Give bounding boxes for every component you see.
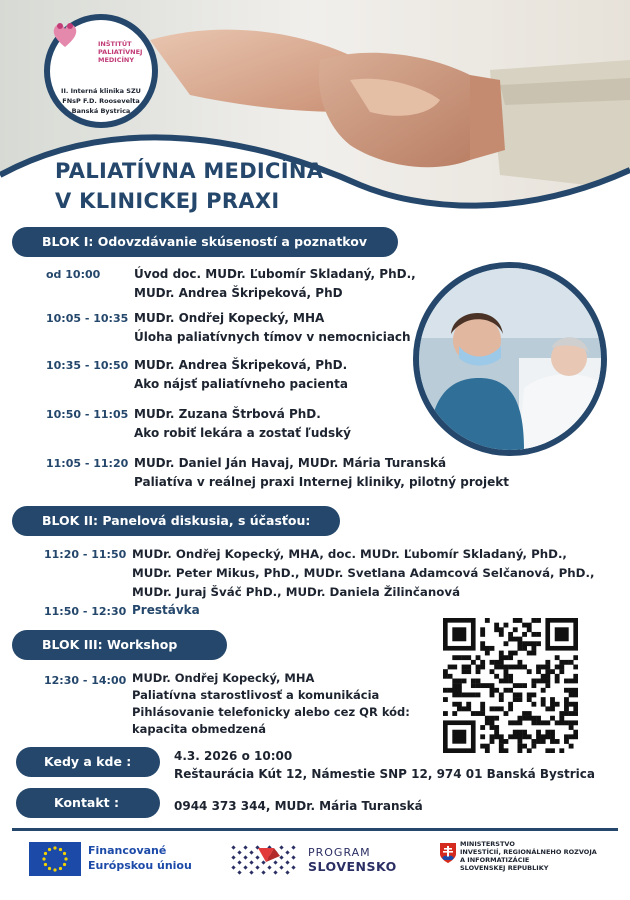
eu-funding-text: Financované Európskou úniou xyxy=(88,844,192,872)
blok1-item-4: MUDr. Zuzana Štrbová PhD. Ako robiť lekára a zostať ľudský xyxy=(134,407,351,440)
blok1-item-2: MUDr. Ondřej Kopecký, MHA Úloha paliatívnych tímov v nemocniciach xyxy=(134,311,411,344)
program-slovensko-text: PROGRAM SLOVENSKO xyxy=(308,846,397,874)
blok2-header: BLOK II: Panelová diskusia, s účasťou: xyxy=(12,506,340,536)
slovak-coat-of-arms-icon xyxy=(440,843,456,863)
event-place: Reštaurácia Kút 12, Námestie SNP 12, 974 01 Banská Bystrica xyxy=(174,767,595,781)
nurse-patient-photo xyxy=(413,262,607,456)
blok1-time-3: 10:35 - 10:50 xyxy=(46,359,129,372)
blok3-header: BLOK III: Workshop xyxy=(12,630,227,660)
eu-flag-icon xyxy=(29,842,81,876)
when-header: Kedy a kde : xyxy=(16,747,160,777)
heart-icon xyxy=(50,20,80,50)
contact-value: 0944 373 344, MUDr. Mária Turanská xyxy=(174,799,423,813)
event-date: 4.3. 2026 o 10:00 xyxy=(174,749,293,763)
blok1-time-1: od 10:00 xyxy=(46,268,101,281)
contact-header: Kontakt : xyxy=(16,788,160,818)
blok1-time-5: 11:05 - 11:20 xyxy=(46,457,129,470)
blok1-item-3: MUDr. Andrea Škripeková, PhD. Ako nájsť paliatívneho pacienta xyxy=(134,358,348,391)
ministry-text: MINISTERSTVO INVESTÍCIÍ, REGIONÁLNEHO ROZVOJA A INFORMATIZÁCIE SLOVENSKEJ REPUBLIKY xyxy=(460,840,597,872)
blok1-header: BLOK I: Odovzdávanie skúseností a poznatkov xyxy=(12,227,398,257)
nurse-illustration xyxy=(419,268,601,450)
blok1-item-5: MUDr. Daniel Ján Havaj, MUDr. Mária Turanská Paliatíva v reálnej praxi Internej kliniky, pilotný projekt xyxy=(134,456,510,489)
blok3-details: MUDr. Ondřej Kopecký, MHA Paliatívna starostlivosť a komunikácia Pihlásovanie telefonicky alebo cez QR kód: kapacita obmedzená xyxy=(132,671,410,736)
blok2-panel-list: MUDr. Ondřej Kopecký, MHA, doc. MUDr. Ľubomír Skladaný, PhD., MUDr. Peter Mikus, PhD., MUDr. Svetlana Adamcová Selčanová, PhD., MUDr. Juraj Šváč PhD., MUDr. Daniela Žilinčanová xyxy=(132,547,595,599)
blok1-item-1: Úvod doc. MUDr. Ľubomír Skladaný, PhD., MUDr. Andrea Škripeková, PhD xyxy=(134,267,416,300)
page-title: PALIATÍVNA MEDICÍNA V KLINICKEJ PRAXI xyxy=(55,159,324,213)
registration-qr-code[interactable] xyxy=(443,618,578,753)
blok3-time: 12:30 - 14:00 xyxy=(44,674,127,687)
logo-subtitle: II. Interná klinika SZU FNsP F.D. Roosevelta Banská Bystrica xyxy=(61,87,141,115)
footer-divider xyxy=(12,828,618,831)
blok1-time-4: 10:50 - 11:05 xyxy=(46,408,129,421)
institute-logo xyxy=(44,14,158,128)
blok2-time: 11:20 - 11:50 xyxy=(44,548,127,561)
blok1-time-2: 10:05 - 10:35 xyxy=(46,312,129,325)
break-time: 11:50 - 12:30 xyxy=(44,605,127,618)
qr-code-icon xyxy=(443,618,578,753)
break-label: Prestávka xyxy=(132,603,200,617)
logo-name: INŠTITÚT PALIATÍVNEJ MEDICÍNY xyxy=(98,40,143,64)
program-slovensko-logo-icon xyxy=(230,842,302,878)
